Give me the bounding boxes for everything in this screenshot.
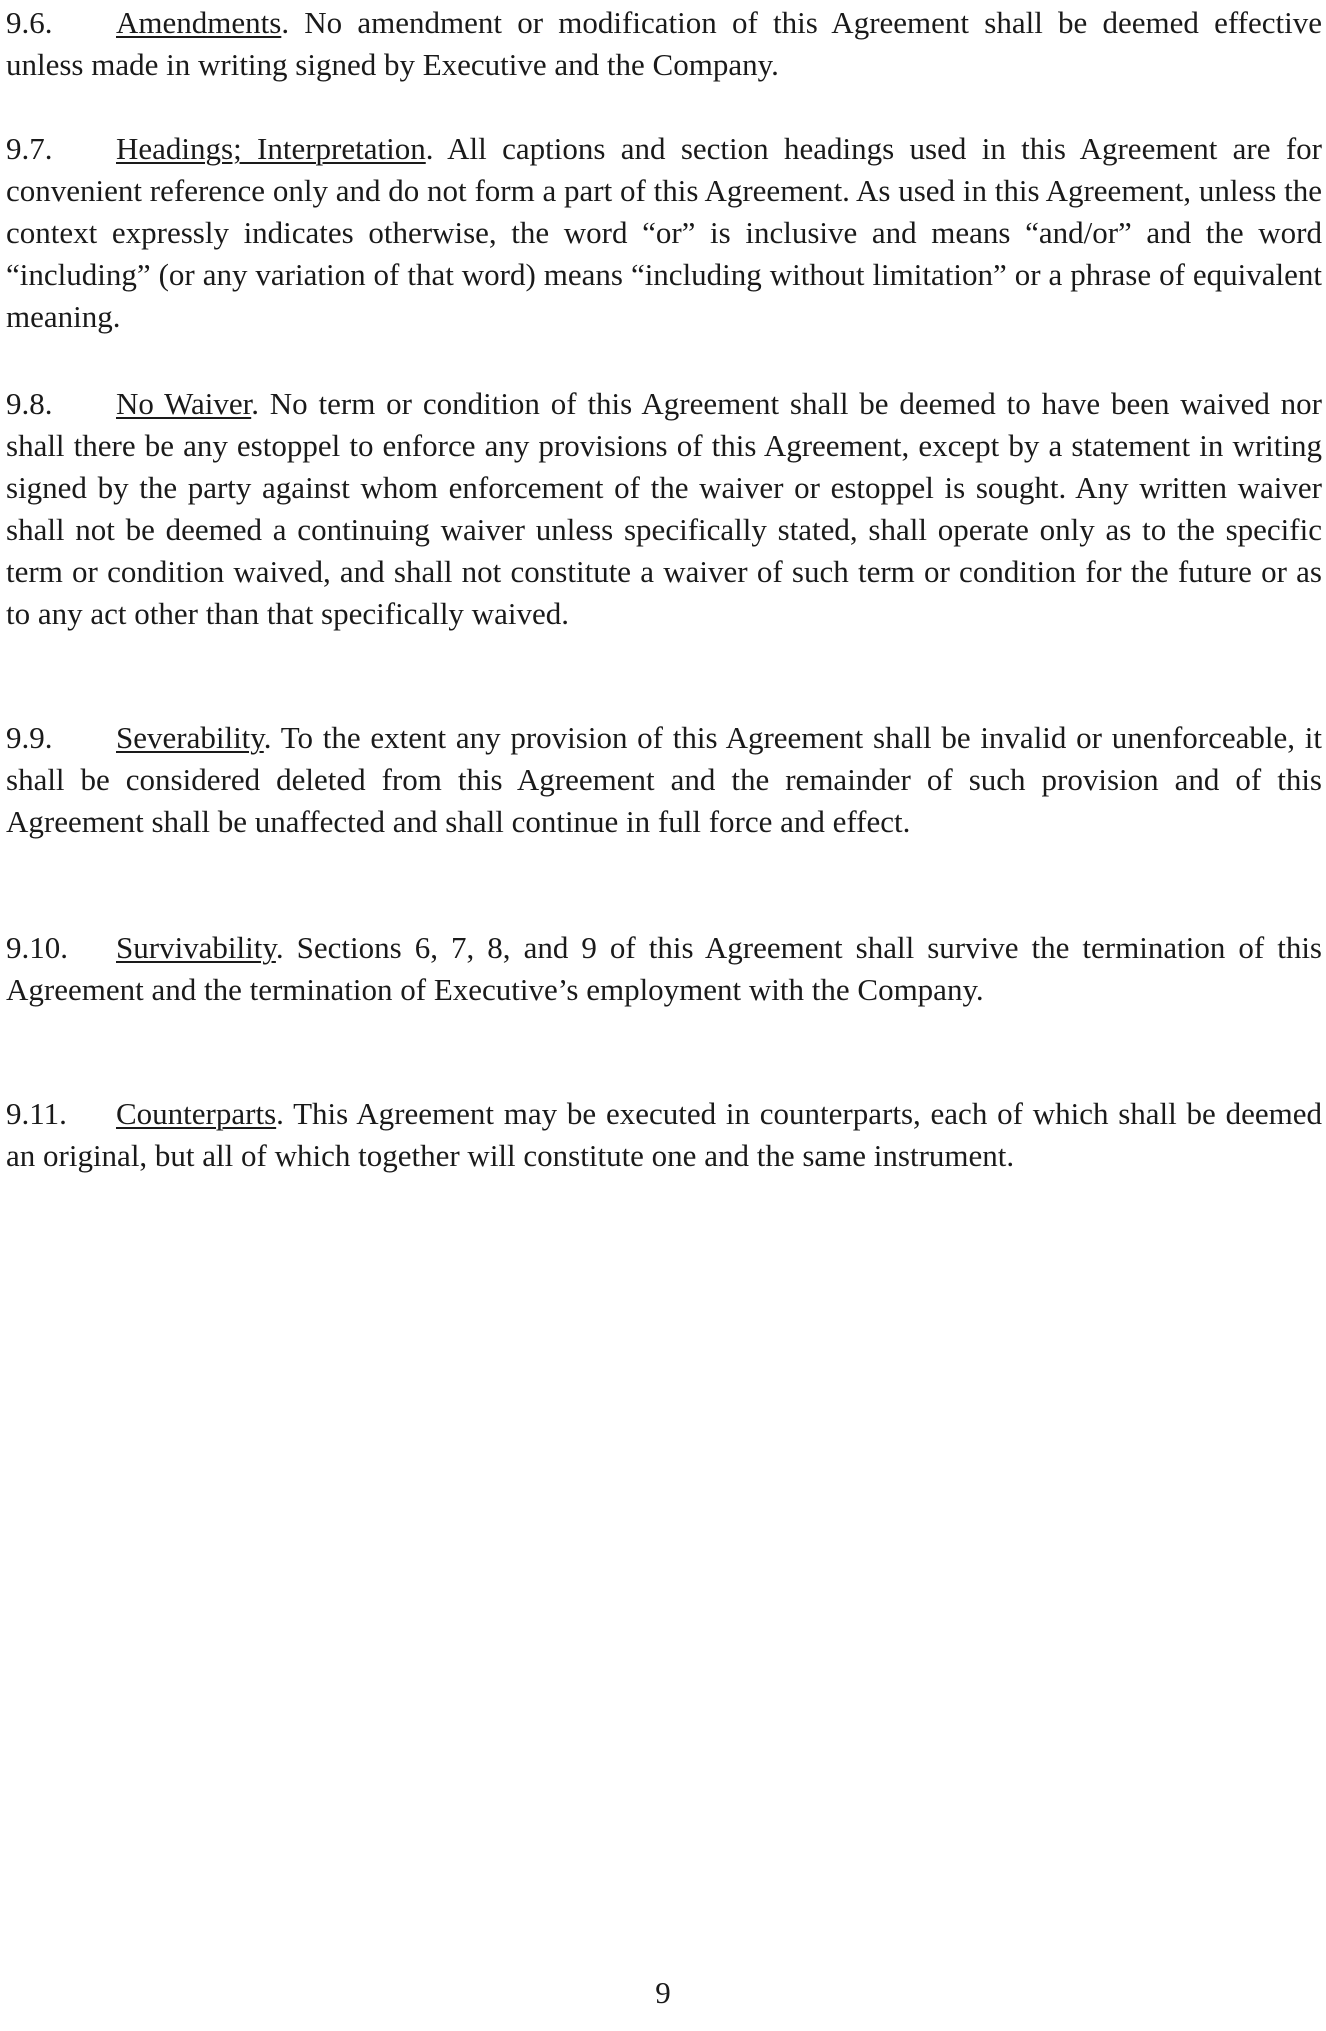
section-text: . No term or condition of this Agreement shall be deemed to have been waived nor shall there be any estoppel to enforce any provisions of this Agreement, except by a statement in writing signed by the party against whom enforcement of the waiver or estoppel is sought. Any written waiver shall not be deemed a continuing waiver unless specifically stated, shall operate only as to the specific term or condition waived, and shall not constitute a waiver of such term or condition for the future or as to any act other than that specifically waived. bbox=[6, 386, 1322, 631]
section-9-11-counterparts bbox=[6, 1093, 1322, 1177]
section-heading: Amendments bbox=[116, 5, 282, 40]
section-heading: No Waiver bbox=[116, 386, 252, 421]
section-text: . No amendment or modification of this Agreement shall be deemed effective unless made in writing signed by Executive and the Company. bbox=[6, 5, 1322, 82]
section-heading: Headings; Interpretation bbox=[116, 131, 426, 166]
section-number: 9.11. bbox=[6, 1096, 67, 1131]
section-text: . Sections 6, 7, 8, and 9 of this Agreement shall survive the termination of this Agreement and the termination of Executive’s employment with the Company. bbox=[6, 930, 1322, 1007]
section-9-6-amendments bbox=[6, 2, 1322, 86]
section-9-8-no-waiver bbox=[6, 383, 1322, 635]
section-text: . This Agreement may be executed in counterparts, each of which shall be deemed an original, but all of which together will constitute one and the same instrument. bbox=[6, 1096, 1322, 1173]
section-heading: Severability bbox=[116, 720, 264, 755]
section-text: . All captions and section headings used in this Agreement are for convenient reference only and do not form a part of this Agreement. As used in this Agreement, unless the context expressly indicates otherwise, the word “or” is inclusive and means “and/or” and the word “including” (or any variation of that word) means “including without limitation” or a phrase of equivalent meaning. bbox=[6, 131, 1322, 334]
document-page bbox=[6, 0, 1324, 2031]
section-number: 9.10. bbox=[6, 930, 68, 965]
section-number: 9.6. bbox=[6, 5, 53, 40]
section-number: 9.9. bbox=[6, 720, 53, 755]
section-9-7-headings-interpretation bbox=[6, 128, 1322, 338]
page-number: 9 bbox=[655, 1975, 671, 2010]
section-9-10-survivability bbox=[6, 927, 1322, 1011]
section-9-9-severability bbox=[6, 717, 1322, 843]
section-text: . To the extent any provision of this Agreement shall be invalid or unenforceable, it shall be considered deleted from this Agreement and the remainder of such provision and of this Agreement shall be unaffected and shall continue in full force and effect. bbox=[6, 720, 1322, 839]
section-number: 9.8. bbox=[6, 386, 53, 421]
section-heading: Counterparts bbox=[116, 1096, 277, 1131]
section-number: 9.7. bbox=[6, 131, 53, 166]
section-heading: Survivability bbox=[116, 930, 276, 965]
